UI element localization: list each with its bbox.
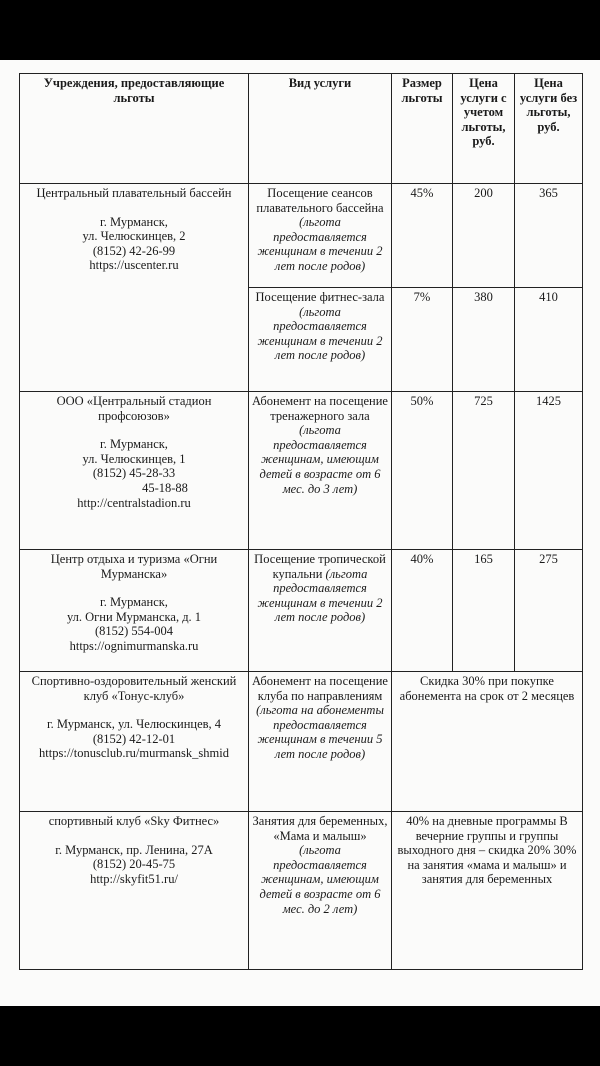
service-name: Занятия для беременных, «Мама и малыш» (252, 814, 388, 843)
discount-cell: 40% (392, 550, 453, 672)
header-institution: Учреждения, предоставляющие льготы (20, 74, 249, 184)
header-row (20, 74, 583, 184)
institution-site: http://centralstadion.ru (77, 495, 191, 510)
service-cell (249, 184, 392, 288)
service-name: Абонемент на посещение тренажерного зала (252, 394, 388, 423)
discount-cell: 45% (392, 184, 453, 288)
service-name: Посещение фитнес-зала (255, 290, 385, 304)
institution-name: Спортивно-оздоровительный женский клуб «Тонус-клуб» (31, 674, 237, 703)
table-row (20, 672, 583, 812)
combined-discount-cell: Скидка 30% при покупке абонемента на срок от 2 месяцев (392, 672, 583, 812)
price-without-cell: 410 (515, 288, 583, 392)
institution-site: https://uscenter.ru (89, 258, 179, 273)
institution-phone: (8152) 20-45-75 (92, 857, 176, 872)
service-cell (249, 550, 392, 672)
service-note: (льгота предоставляется женщинам в течении 2 лет после родов) (257, 566, 383, 625)
header-price-without: Цена услуги без льготы, руб. (515, 74, 583, 184)
price-without-cell: 275 (515, 550, 583, 672)
service-note: (льгота предоставляется женщинам в течении 2 лет после родов) (257, 215, 383, 273)
institution-cell (20, 184, 249, 392)
service-name: Посещение тропической купальни (254, 552, 386, 581)
price-with-cell: 200 (453, 184, 515, 288)
institution-cell (20, 812, 249, 970)
institution-site: https://ognimurmanska.ru (69, 638, 199, 653)
institution-phone: (8152) 554-004 (94, 624, 174, 639)
service-cell (249, 288, 392, 392)
service-note: (льгота предоставляется женщинам, имеющим детей в возрасте от 6 мес. до 2 лет) (259, 843, 381, 916)
institution-city: г. Мурманск, (100, 214, 168, 229)
table-row (20, 550, 583, 672)
service-name: Абонемент на посещение клуба по направлениям (252, 674, 388, 703)
document-page (0, 60, 600, 1006)
price-with-cell: 165 (453, 550, 515, 672)
institution-address: г. Мурманск, пр. Ленина, 27А (55, 842, 213, 857)
price-without-cell: 1425 (515, 392, 583, 550)
service-note: (льгота предоставляется женщинам в течении 2 лет после родов) (257, 304, 383, 363)
service-cell (249, 672, 392, 812)
service-note: (льгота предоставляется женщинам, имеющим детей в возрасте от 6 мес. до 3 лет) (259, 423, 381, 496)
institution-cell (20, 550, 249, 672)
institution-name: Центр отдыха и туризма «Огни Мурманска» (50, 552, 218, 581)
discount-cell: 50% (392, 392, 453, 550)
institution-site: https://tonusclub.ru/murmansk_shmid (39, 746, 229, 761)
institution-name: спортивный клуб «Sky Фитнес» (48, 814, 220, 828)
combined-discount-cell: 40% на дневные программы В вечерние группы и группы выходного дня – скидка 20% 30% на занятия «мама и малыш» и занятия для беременных (392, 812, 583, 970)
service-name: Посещение сеансов плавательного бассейна (256, 186, 384, 215)
institution-cell (20, 392, 249, 550)
service-cell (249, 392, 392, 550)
service-note: (льгота на абонементы предоставляется женщинам в течении 5 лет после родов) (256, 703, 384, 761)
benefits-table (19, 73, 583, 970)
institution-cell (20, 672, 249, 812)
header-service: Вид услуги (249, 74, 392, 184)
institution-address: ул. Челюскинцев, 1 (82, 451, 186, 466)
institution-site: http://skyfit51.ru/ (90, 871, 178, 886)
institution-address: г. Мурманск, ул. Челюскинцев, 4 (46, 717, 222, 732)
table-row (20, 812, 583, 970)
institution-name: ООО «Центральный стадион профсоюзов» (56, 394, 212, 423)
price-without-cell: 365 (515, 184, 583, 288)
table-row (20, 184, 583, 288)
institution-city: г. Мурманск, (100, 437, 168, 452)
institution-phone: (8152) 45-28-33 (92, 466, 176, 481)
header-price-with: Цена услуги с учетом льготы, руб. (453, 74, 515, 184)
discount-cell: 7% (392, 288, 453, 392)
price-with-cell: 380 (453, 288, 515, 392)
institution-name: Центральный плавательный бассейн (36, 186, 232, 200)
institution-phone: (8152) 42-12-01 (92, 731, 176, 746)
institution-address: ул. Челюскинцев, 2 (82, 229, 186, 244)
institution-phone-2: 45-18-88 (142, 480, 188, 495)
header-discount: Размер льготы (392, 74, 453, 184)
table-row (20, 392, 583, 550)
institution-phone: (8152) 42-26-99 (92, 243, 176, 258)
service-cell (249, 812, 392, 970)
institution-city: г. Мурманск, (100, 595, 168, 610)
institution-address: ул. Огни Мурманска, д. 1 (66, 609, 202, 624)
price-with-cell: 725 (453, 392, 515, 550)
